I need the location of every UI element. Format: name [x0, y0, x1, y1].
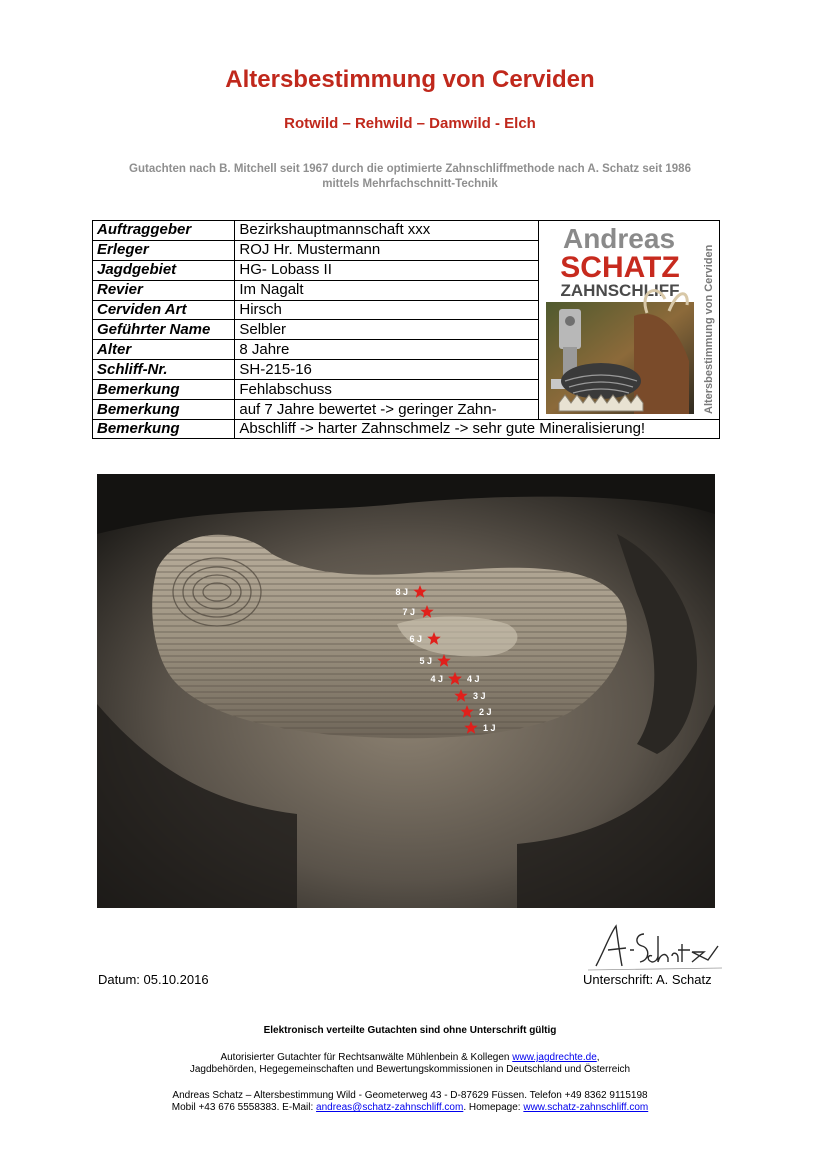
logo-name-andreas: Andreas: [563, 223, 676, 254]
tooth-section-image: [97, 474, 715, 908]
row-value: 8 Jahre: [235, 340, 539, 360]
method-line-2: mittels Mehrfachschnitt-Technik: [322, 178, 498, 190]
row-value: Fehlabschuss: [235, 380, 539, 400]
age-marker-label: 4 J: [430, 674, 443, 684]
jagdrechte-link[interactable]: www.jagdrechte.de: [512, 1052, 597, 1063]
page-title: Altersbestimmung von Cerviden: [225, 66, 595, 93]
row-label: Erleger: [93, 240, 235, 260]
row-value: Bezirkshauptmannschaft xxx: [235, 221, 539, 241]
row-label: Cerviden Art: [93, 300, 235, 320]
table-row: [93, 221, 720, 241]
row-label: Geführter Name: [93, 320, 235, 340]
row-value: SH-215-16: [235, 360, 539, 380]
validity-note: Elektronisch verteilte Gutachten sind ohne Unterschrift gültig: [263, 1025, 557, 1036]
logo-name-zahnschliff: ZAHNSCHLIFF: [560, 281, 680, 300]
table-row: [93, 420, 720, 439]
row-label: Bemerkung: [93, 380, 235, 400]
authorization-comma: ,: [596, 1052, 600, 1063]
row-value: Hirsch: [235, 300, 539, 320]
row-value: Abschliff -> harter Zahnschmelz -> sehr gute Mineralisierung!: [235, 420, 720, 439]
age-marker-label: 7 J: [402, 607, 415, 617]
row-label: Auftraggeber: [93, 221, 235, 241]
contact-line-2: [0, 1102, 820, 1114]
contact-line-1: Andreas Schatz – Altersbestimmung Wild - Geometerweg 43 - D-87629 Füssen. Telefon +49 8362 9115198: [172, 1090, 648, 1101]
row-value: ROJ Hr. Mustermann: [235, 240, 539, 260]
row-label: Bemerkung: [93, 420, 235, 439]
authorization-line-1: [0, 1052, 820, 1064]
age-marker-label: 8 J: [395, 587, 408, 597]
date-label: Datum: 05.10.2016: [98, 972, 209, 987]
age-marker-label: 2 J: [479, 707, 492, 717]
row-value: Im Nagalt: [235, 280, 539, 300]
row-label: Schliff-Nr.: [93, 360, 235, 380]
age-marker-label: 3 J: [473, 691, 486, 701]
row-value: auf 7 Jahre bewertet -> geringer Zahn-: [235, 400, 539, 420]
logo-cell: [539, 221, 720, 420]
row-value: Selbler: [235, 320, 539, 340]
age-marker-label: 1 J: [483, 723, 496, 733]
company-logo: [539, 221, 717, 419]
authorization-text: Autorisierter Gutachter für Rechtsanwälte Mühlenbein & Kollegen: [220, 1052, 513, 1063]
info-table: [92, 220, 720, 439]
method-line-1: Gutachten nach B. Mitchell seit 1967 durch die optimierte Zahnschliffmethode nach A. Schatz seit 1986: [129, 163, 691, 175]
mobile-text: Mobil +43 676 5558383. E-Mail:: [171, 1102, 317, 1113]
logo-vertical-text: Altersbestimmung von Cerviden: [703, 244, 716, 414]
row-label: Alter: [93, 340, 235, 360]
age-marker-label: 4 J: [467, 674, 480, 684]
age-marker-label: 6 J: [409, 634, 422, 644]
method-description: [80, 162, 740, 192]
signature-label: Unterschrift: A. Schatz: [583, 972, 712, 987]
page-subtitle: Rotwild – Rehwild – Damwild - Elch: [284, 115, 536, 132]
authorization-line-2: Jagdbehörden, Hegegemeinschaften und Bewertungskommissionen in Deutschland und Österreich: [189, 1064, 631, 1075]
row-value: HG- Lobass II: [235, 260, 539, 280]
age-marker-label: 5 J: [419, 656, 432, 666]
homepage-link[interactable]: www.schatz-zahnschliff.com: [523, 1102, 649, 1113]
row-label: Revier: [93, 280, 235, 300]
row-label: Jagdgebiet: [93, 260, 235, 280]
logo-name-schatz: SCHATZ: [560, 251, 680, 284]
homepage-label: . Homepage:: [463, 1102, 524, 1113]
handwritten-signature: [586, 916, 726, 976]
tooth-section-photo: [97, 474, 715, 908]
row-label: Bemerkung: [93, 400, 235, 420]
logo-graphic: [539, 221, 717, 419]
email-link[interactable]: andreas@schatz-zahnschliff.com: [316, 1102, 464, 1113]
tooth-slice-icon: [561, 363, 641, 399]
